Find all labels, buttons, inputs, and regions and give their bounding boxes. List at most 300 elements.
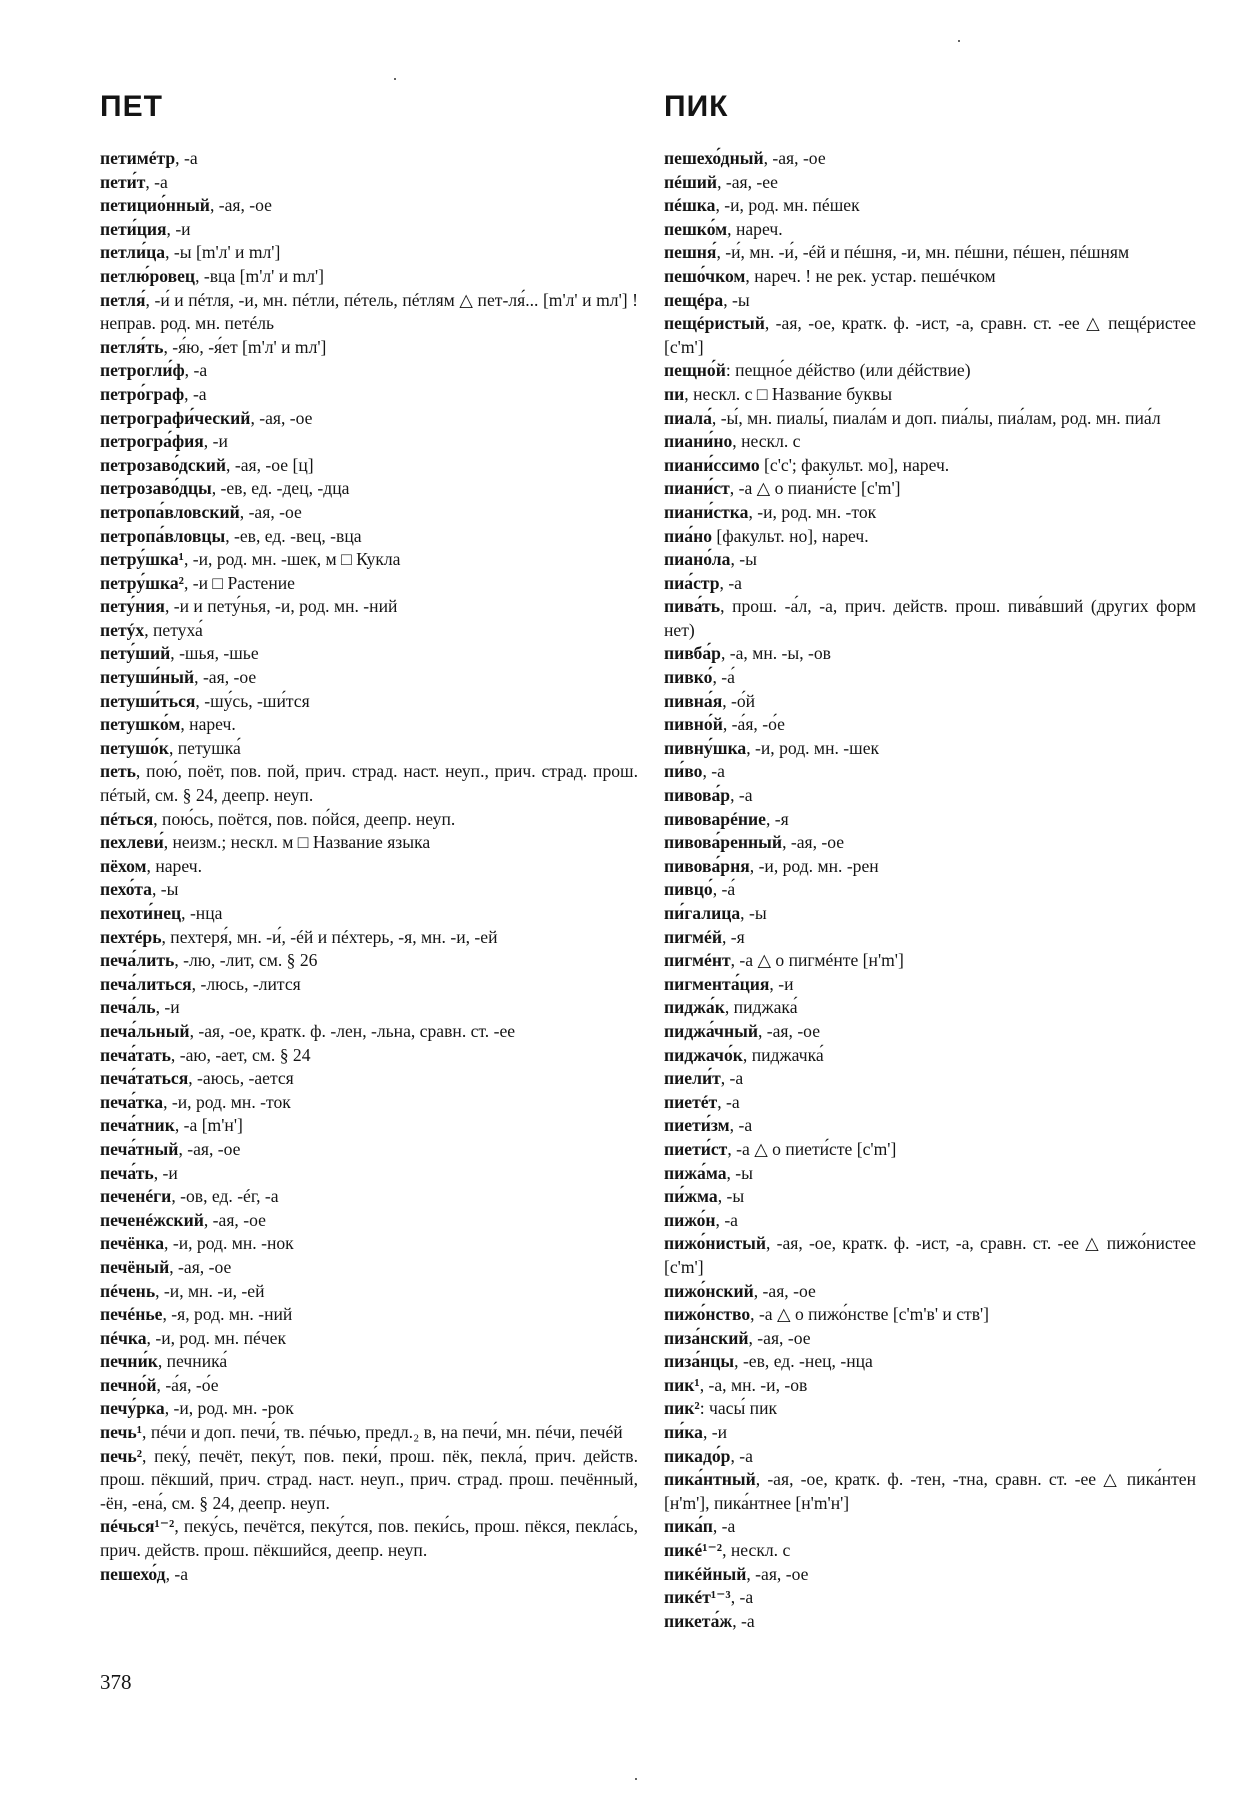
entry-headword: печь¹ xyxy=(100,1422,143,1443)
entry-definition: , -и́, мн. -и́, -éй и пéшня, -и, мн. пéшни, пéшен, пéшням xyxy=(716,242,1130,263)
entry-definition: , -а xyxy=(730,1445,753,1466)
entry-headword: пивоварéние xyxy=(664,808,766,829)
dictionary-entry xyxy=(100,359,638,383)
entry-definition: , -ая, -ое xyxy=(194,667,257,688)
entry-headword: пиа́но xyxy=(664,525,713,546)
entry-definition: , печника́ xyxy=(157,1351,228,1372)
entry-headword: пиано́ла xyxy=(664,549,731,570)
entry-headword: пи xyxy=(664,383,685,404)
entry-definition: , пеку́, печёт, пеку́т, пов. пеки́, прош. пёк, пекла́, прич. действ. прош. пёкший, прич. страд. наст. неуп., прич. страд. прош. печённый, -ён, -ена́, см. § 24, деепр. неуп. xyxy=(100,1445,638,1513)
entry-headword: петушо́к xyxy=(100,737,169,758)
dictionary-entry xyxy=(100,407,638,431)
dictionary-entry xyxy=(100,713,638,737)
entry-definition: , пиджачка́ xyxy=(742,1044,824,1065)
entry-definition: , -нца xyxy=(181,903,223,923)
dictionary-entry xyxy=(664,501,1196,525)
entry-definition: , -я, род. мн. -ний xyxy=(162,1304,293,1325)
entry-definition: , -ев, ед. -дец, -дца xyxy=(211,478,350,499)
dictionary-entry xyxy=(664,855,1196,879)
dictionary-entry xyxy=(100,1350,638,1374)
dictionary-entry xyxy=(664,595,1196,642)
entry-definition: , нескл. с □ Название буквы xyxy=(684,383,893,404)
dictionary-entry xyxy=(100,1067,638,1091)
dictionary-entry xyxy=(100,926,638,950)
dictionary-entry xyxy=(664,477,1196,501)
entry-definition: , -и, род. мн. пéшек xyxy=(715,195,860,216)
dictionary-entry xyxy=(100,855,638,879)
dictionary-entry xyxy=(100,878,638,902)
dictionary-entry xyxy=(664,1515,1196,1539)
dictionary-entry xyxy=(664,690,1196,714)
dictionary-entry xyxy=(100,548,638,572)
entry-headword: пиджа́чный xyxy=(664,1020,758,1041)
dictionary-entry xyxy=(664,383,1196,407)
entry-definition: , -о́й xyxy=(722,690,756,711)
dictionary-entry xyxy=(100,1232,638,1256)
entry-definition: , -а xyxy=(729,1115,753,1136)
dictionary-entry xyxy=(100,1044,638,1068)
dictionary-entry xyxy=(664,1421,1196,1445)
entry-list-right xyxy=(664,147,1196,1633)
entry-headword: пиа́стр xyxy=(664,572,720,593)
entry-headword: пиетéт xyxy=(664,1091,718,1112)
dictionary-entry xyxy=(664,949,1196,973)
entry-headword: пету́ший xyxy=(100,643,171,664)
entry-definition: , -ая, -ое xyxy=(782,832,845,853)
dictionary-entry xyxy=(100,737,638,761)
entry-headword: петуши́ться xyxy=(100,690,196,711)
entry-headword: пигмéй xyxy=(664,926,722,947)
entry-definition: , пиджака́ xyxy=(724,997,798,1018)
entry-headword: петуши́ный xyxy=(100,667,195,688)
dictionary-entry xyxy=(100,996,638,1020)
entry-definition: , -аю, -ает, см. § 24 xyxy=(170,1044,311,1065)
entry-headword: пиети́ст xyxy=(664,1138,728,1159)
dictionary-entry xyxy=(664,1586,1196,1610)
entry-headword: петýх xyxy=(100,619,145,640)
entry-headword: пешо́чком xyxy=(664,265,746,286)
dictionary-entry xyxy=(100,760,638,807)
dictionary-entry xyxy=(664,525,1196,549)
dictionary-entry xyxy=(100,902,638,926)
entry-definition: [с'с'; факульт. мо], нареч. xyxy=(759,454,950,475)
dictionary-entry xyxy=(100,1091,638,1115)
entry-definition: , -шья, -шье xyxy=(170,643,259,664)
dictionary-entry xyxy=(664,808,1196,832)
entry-headword: пéчься¹⁻² xyxy=(100,1516,175,1537)
entry-definition: , -а xyxy=(720,1068,744,1089)
dictionary-entry xyxy=(664,642,1196,666)
entry-definition: : пещно́е дéйство (или дéйствие) xyxy=(725,360,971,381)
dictionary-entry xyxy=(100,808,638,832)
entry-headword: печа́тка xyxy=(100,1091,164,1112)
dictionary-entry xyxy=(664,831,1196,855)
entry-headword: пиза́нский xyxy=(664,1327,749,1348)
dictionary-entry xyxy=(100,595,638,619)
entry-definition: , пою́сь, поётся, пов. по́йся, деепр. неуп. xyxy=(153,808,456,829)
entry-definition: , прош. -а́л, -а, прич. действ. прош. пива́вший (других форм нет) xyxy=(664,596,1196,640)
entry-definition: , -а xyxy=(715,1209,738,1230)
dictionary-entry xyxy=(664,973,1196,997)
dictionary-entry xyxy=(100,1374,638,1398)
entry-definition: , -ев, ед. -нец, -нца xyxy=(734,1351,873,1372)
page-number: 378 xyxy=(100,1670,132,1694)
entry-headword: петрогра́фия xyxy=(100,431,204,452)
entry-definition: , -ая, -ое xyxy=(203,1209,266,1230)
entry-definition: , -а △ о пиети́сте [с'm'] xyxy=(727,1138,897,1159)
entry-definition: , -ая, -ое, кратк. ф. -ист, -а, сравн. ст. -ее △ пижо́нистее [с'm'] xyxy=(664,1233,1196,1277)
entry-definition: , -ев, ед. -вец, -вца xyxy=(225,525,362,546)
entry-definition: , -ая, -ое xyxy=(746,1563,809,1584)
entry-definition: , -и, род. мн. -шек, м □ Кукла xyxy=(183,549,401,570)
entry-headword: пехоти́нец xyxy=(100,903,182,923)
entry-definition: , -ая, -ое, кратк. ф. -ист, -а, сравн. ст. -ее △ пещéристее [с'm'] xyxy=(664,313,1196,357)
dictionary-entry xyxy=(100,147,638,171)
dictionary-entry xyxy=(100,289,638,336)
entry-headword: пикéт¹⁻³ xyxy=(664,1587,731,1608)
dictionary-entry xyxy=(100,690,638,714)
entry-definition: , -я xyxy=(766,808,789,829)
dictionary-entry xyxy=(664,454,1196,478)
entry-definition: , -ая, -ое xyxy=(209,195,272,216)
entry-definition: , -а xyxy=(184,383,207,404)
dictionary-entry xyxy=(664,312,1196,359)
dictionary-entry xyxy=(664,1232,1196,1279)
dictionary-entry xyxy=(664,1114,1196,1138)
entry-definition: , -а xyxy=(730,785,753,806)
entry-headword: петру́шка¹ xyxy=(100,549,184,570)
entry-definition: , -и xyxy=(702,1422,728,1443)
dictionary-entry xyxy=(664,407,1196,431)
entry-headword: пéчка xyxy=(100,1327,147,1348)
dictionary-entry xyxy=(100,1515,638,1562)
dictionary-entry xyxy=(664,265,1196,289)
entry-definition: , -шу́сь, -ши́тся xyxy=(195,690,310,711)
entry-headword: пéться xyxy=(100,808,154,829)
entry-headword: пик² xyxy=(664,1398,700,1419)
dictionary-entry xyxy=(664,902,1196,926)
dictionary-entry xyxy=(664,241,1196,265)
entry-definition: , -и, род. мн. -рен xyxy=(749,855,879,876)
entry-headword: пижо́нство xyxy=(664,1304,751,1325)
entry-headword: петицио́нный xyxy=(100,195,210,216)
entry-headword: пиза́нцы xyxy=(664,1351,735,1372)
entry-headword: петропа́вловцы xyxy=(100,525,226,546)
entry-definition: , -а xyxy=(717,1091,740,1112)
entry-headword: пивова́ренный xyxy=(664,832,783,853)
dictionary-entry xyxy=(664,1563,1196,1587)
entry-definition: , -и xyxy=(203,431,228,452)
entry-headword: пикé¹⁻² xyxy=(664,1540,723,1561)
entry-definition: , -я xyxy=(721,926,745,947)
entry-definition: , -ая, -ое xyxy=(753,1280,816,1301)
entry-headword: печёный xyxy=(100,1256,170,1277)
entry-headword: петь xyxy=(100,761,136,782)
entry-definition: , -и, род. мн. пéчек xyxy=(146,1327,287,1348)
entry-definition: , -а́я, -о́е xyxy=(156,1374,219,1395)
entry-definition: , -а △ о пиани́сте [с'm'] xyxy=(729,478,901,499)
print-speck xyxy=(635,1778,637,1780)
entry-definition: , -и, род. мн. -рок xyxy=(164,1398,294,1419)
entry-headword: печенéжский xyxy=(100,1209,204,1230)
entry-headword: пещéра xyxy=(664,289,724,310)
dictionary-entry xyxy=(664,1162,1196,1186)
entry-definition: , пехтеря́, мн. -и́, -éй и пéхтерь, -я, мн. -и, -ей xyxy=(161,926,498,947)
entry-headword: печу́рка xyxy=(100,1398,165,1419)
entry-headword: петро́граф xyxy=(100,383,185,404)
entry-headword: петропа́вловский xyxy=(100,501,240,522)
dictionary-entry xyxy=(100,454,638,478)
entry-headword: пикета́ж xyxy=(664,1610,733,1631)
entry-headword: петрозаво́дский xyxy=(100,454,227,475)
entry-headword: пивова́р xyxy=(664,785,731,806)
entry-headword: пивова́рня xyxy=(664,855,750,876)
dictionary-entry xyxy=(664,784,1196,808)
entry-headword: пивко́ xyxy=(664,667,713,688)
entry-definition: , нескл. с xyxy=(732,431,801,452)
dictionary-entry xyxy=(100,1303,638,1327)
dictionary-entry xyxy=(100,1162,638,1186)
print-speck xyxy=(394,78,396,80)
entry-definition: , -и, род. мн. -ток xyxy=(163,1091,291,1112)
dictionary-entry xyxy=(664,878,1196,902)
entry-definition: , -а xyxy=(719,572,742,593)
entry-headword: пивна́я xyxy=(664,690,723,711)
entry-definition: , -ая, -ое, кратк. ф. -тен, -тна, сравн. ст. -ее △ пика́нтен [н'm'], пика́нтнее [н'm'н'] xyxy=(664,1469,1196,1513)
entry-definition: , -ая, -ое, кратк. ф. -лен, -льна, сравн. ст. -ее xyxy=(189,1020,516,1041)
entry-definition: , -а xyxy=(702,761,725,782)
dictionary-entry xyxy=(100,525,638,549)
dictionary-entry xyxy=(100,1138,638,1162)
entry-headword: пижо́нистый xyxy=(664,1233,766,1254)
entry-definition: , -и, род. мн. -ток xyxy=(748,501,877,522)
entry-definition: , -я́ю, -я́ет [m'л' и mл'] xyxy=(163,336,327,357)
dictionary-entry xyxy=(100,1563,638,1587)
entry-headword: пиани́ссимо xyxy=(664,454,760,475)
entry-definition: , -ая, -ее xyxy=(717,171,778,192)
entry-definition: , -а xyxy=(145,171,168,192)
entry-headword: пи́жма xyxy=(664,1186,718,1207)
entry-headword: печа́льный xyxy=(100,1020,190,1041)
entry-definition: , -а xyxy=(730,1587,754,1608)
dictionary-entry xyxy=(664,760,1196,784)
dictionary-entry xyxy=(664,1091,1196,1115)
dictionary-entry xyxy=(664,218,1196,242)
dictionary-entry xyxy=(664,666,1196,690)
entry-headword: пикéйный xyxy=(664,1563,747,1584)
dictionary-entry xyxy=(664,1327,1196,1351)
entry-definition: , -а́ xyxy=(712,879,736,900)
entry-headword: печа́тать xyxy=(100,1044,171,1065)
dictionary-entry xyxy=(664,737,1196,761)
entry-headword: петушко́м xyxy=(100,714,181,735)
entry-headword: пиджачо́к xyxy=(664,1044,743,1065)
entry-headword: пигмéнт xyxy=(664,950,731,971)
dictionary-entry xyxy=(100,336,638,360)
dictionary-entry xyxy=(100,430,638,454)
entry-headword: петимéтр xyxy=(100,148,176,168)
entry-headword: пиани́но xyxy=(664,431,733,452)
dictionary-entry xyxy=(100,1397,638,1421)
entry-definition: , -и, род. мн. -шек xyxy=(746,737,880,758)
dictionary-entry xyxy=(100,666,638,690)
entry-definition: , -и xyxy=(153,1162,178,1183)
entry-headword: печни́к xyxy=(100,1351,158,1372)
entry-definition: , -а xyxy=(165,1563,189,1584)
entry-definition: , петушка́ xyxy=(168,737,241,758)
entry-definition: , -а △ о пижо́нстве [с'm'в' и ств'] xyxy=(750,1304,990,1325)
dictionary-entry xyxy=(664,996,1196,1020)
entry-definition: , -а́я, -о́е xyxy=(722,714,785,735)
entry-definition: , -ая, -ое xyxy=(757,1020,821,1041)
entry-definition: , -ая, -ое xyxy=(250,407,313,428)
entry-headword: печа́ть xyxy=(100,1162,154,1183)
entry-definition: , -и и пету́нья, -и, род. мн. -ний xyxy=(164,596,398,617)
entry-headword: пéшка xyxy=(664,195,716,216)
dictionary-entry xyxy=(100,1185,638,1209)
dictionary-entry xyxy=(664,1138,1196,1162)
entry-headword: петли́ца xyxy=(100,242,166,263)
entry-definition: , -ы [m'л' и mл'] xyxy=(165,242,281,263)
dictionary-entry xyxy=(664,1350,1196,1374)
dictionary-entry xyxy=(100,1421,638,1445)
dictionary-entry xyxy=(664,713,1196,737)
entry-definition: , нареч. xyxy=(727,218,783,239)
entry-headword: пешехо́д xyxy=(100,1563,166,1584)
entry-headword: печёнка xyxy=(100,1233,165,1254)
entry-headword: петрографи́ческий xyxy=(100,407,251,428)
entry-definition: , пéчи и доп. печи́, тв. пéчью, предл.₂ в, на печи́, мн. пéчи, печéй xyxy=(142,1422,623,1443)
entry-headword: пéчень xyxy=(100,1280,156,1301)
dictionary-entry xyxy=(100,1209,638,1233)
entry-headword: пигмента́ция xyxy=(664,973,770,994)
entry-headword: пехлеви́ xyxy=(100,832,164,853)
dictionary-entry xyxy=(664,1280,1196,1304)
entry-definition: , -аюсь, -ается xyxy=(188,1068,294,1089)
dictionary-entry xyxy=(664,1468,1196,1515)
entry-definition: , -вца [m'л' и mл'] xyxy=(195,265,325,286)
entry-definition: , -ы xyxy=(726,1162,753,1183)
entry-headword: петру́шка² xyxy=(100,572,184,593)
dictionary-entry xyxy=(664,1610,1196,1634)
entry-headword: печа́тник xyxy=(100,1115,175,1136)
print-speck xyxy=(958,40,960,42)
entry-definition: , -и́ и пéтля, -и, мн. пéтли, пéтель, пéтлям △ пет-ля́... [m'л' и mл'] ! неправ. род. мн. петéль xyxy=(100,289,638,334)
entry-definition: , -ая, -ое [ц] xyxy=(226,454,314,475)
entry-headword: петрозаво́дцы xyxy=(100,478,212,499)
dictionary-entry xyxy=(664,1209,1196,1233)
entry-headword: пик¹ xyxy=(664,1374,700,1395)
entry-definition: , -ая, -ое xyxy=(178,1138,241,1159)
entry-definition: , -ы xyxy=(730,549,757,570)
entry-definition: , петуха́ xyxy=(144,619,203,640)
dictionary-entry xyxy=(100,642,638,666)
entry-definition: , нареч. ! не рек. устар. пешéчком xyxy=(745,265,996,286)
entry-headword: печа́ль xyxy=(100,997,156,1018)
entry-headword: пижо́нский xyxy=(664,1280,754,1301)
entry-headword: пехтéрь xyxy=(100,926,162,947)
entry-definition: , -а xyxy=(712,1516,736,1537)
entry-headword: пива́ть xyxy=(664,596,721,617)
dictionary-entry xyxy=(100,171,638,195)
entry-headword: печенéги xyxy=(100,1186,172,1207)
entry-definition: : часы́ пик xyxy=(699,1398,778,1419)
dictionary-entry xyxy=(664,147,1196,171)
entry-definition: , -ы́, мн. пиалы́, пиала́м и доп. пиа́лы, пиа́лам, род. мн. пиа́л xyxy=(711,407,1161,428)
dictionary-entry xyxy=(664,171,1196,195)
entry-headword: петля́ xyxy=(100,289,146,310)
entry-definition: , -ы xyxy=(740,903,767,923)
entry-headword: пешня́ xyxy=(664,242,717,263)
entry-headword: пивцо́ xyxy=(664,879,713,900)
entry-definition: , -и, род. мн. -нок xyxy=(164,1233,294,1254)
entry-headword: пéший xyxy=(664,171,718,192)
entry-headword: пиджа́к xyxy=(664,997,725,1018)
entry-definition: , -и xyxy=(166,218,191,239)
entry-definition: , пою́, поёт, пов. пой, прич. страд. наст. неуп., прич. страд. прош. пéтый, см. § 24, деепр. неуп. xyxy=(100,761,638,806)
entry-definition: , -люсь, -лится xyxy=(191,973,301,994)
entry-definition: , -а́ xyxy=(712,667,735,688)
entry-headword: печа́тный xyxy=(100,1138,179,1159)
dictionary-entry xyxy=(100,265,638,289)
entry-definition: , -ов, ед. -éг, -а xyxy=(171,1186,279,1207)
dictionary-entry xyxy=(664,1067,1196,1091)
dictionary-entry xyxy=(100,501,638,525)
dictionary-entry xyxy=(100,477,638,501)
entry-headword: петлю́ровец xyxy=(100,265,196,286)
entry-headword: пиани́стка xyxy=(664,501,749,522)
dictionary-entry xyxy=(664,1020,1196,1044)
dictionary-entry xyxy=(664,359,1196,383)
entry-headword: печа́лить xyxy=(100,950,175,971)
dictionary-entry xyxy=(664,1397,1196,1421)
running-head-right: ПИК xyxy=(664,90,729,123)
entry-headword: пешко́м xyxy=(664,218,728,239)
entry-definition: [факульт. но], нареч. xyxy=(712,525,869,546)
entry-headword: пивба́р xyxy=(664,643,721,664)
entry-definition: , -а xyxy=(175,148,198,168)
dictionary-entry xyxy=(664,430,1196,454)
dictionary-entry xyxy=(664,926,1196,950)
entry-headword: пижо́н xyxy=(664,1209,716,1230)
dictionary-entry xyxy=(100,1020,638,1044)
dictionary-entry xyxy=(664,548,1196,572)
dictionary-entry xyxy=(100,194,638,218)
dictionary-entry xyxy=(664,289,1196,313)
entry-headword: пиели́т xyxy=(664,1068,721,1089)
dictionary-entry xyxy=(100,572,638,596)
entry-headword: пети́т xyxy=(100,171,146,192)
entry-definition: , нареч. xyxy=(180,714,236,735)
entry-definition: , -а, мн. -ы, -ов xyxy=(720,643,831,664)
entry-headword: печно́й xyxy=(100,1374,157,1395)
dictionary-entry xyxy=(100,1280,638,1304)
entry-headword: пети́ция xyxy=(100,218,167,239)
entry-headword: печа́литься xyxy=(100,973,192,994)
entry-definition: , -а △ о пигмéнте [н'm'] xyxy=(730,950,904,971)
entry-headword: петрогли́ф xyxy=(100,360,185,381)
dictionary-entry xyxy=(664,1374,1196,1398)
dictionary-entry xyxy=(100,383,638,407)
entry-definition: , -а xyxy=(732,1610,755,1631)
entry-headword: пету́ния xyxy=(100,596,165,617)
entry-headword: пещéристый xyxy=(664,313,765,334)
entry-definition: , -ы xyxy=(723,289,750,310)
entry-headword: пещно́й xyxy=(664,360,726,381)
entry-definition: , -и xyxy=(769,973,794,994)
entry-headword: пи́галица xyxy=(664,903,741,923)
entry-headword: пи́во xyxy=(664,761,703,782)
